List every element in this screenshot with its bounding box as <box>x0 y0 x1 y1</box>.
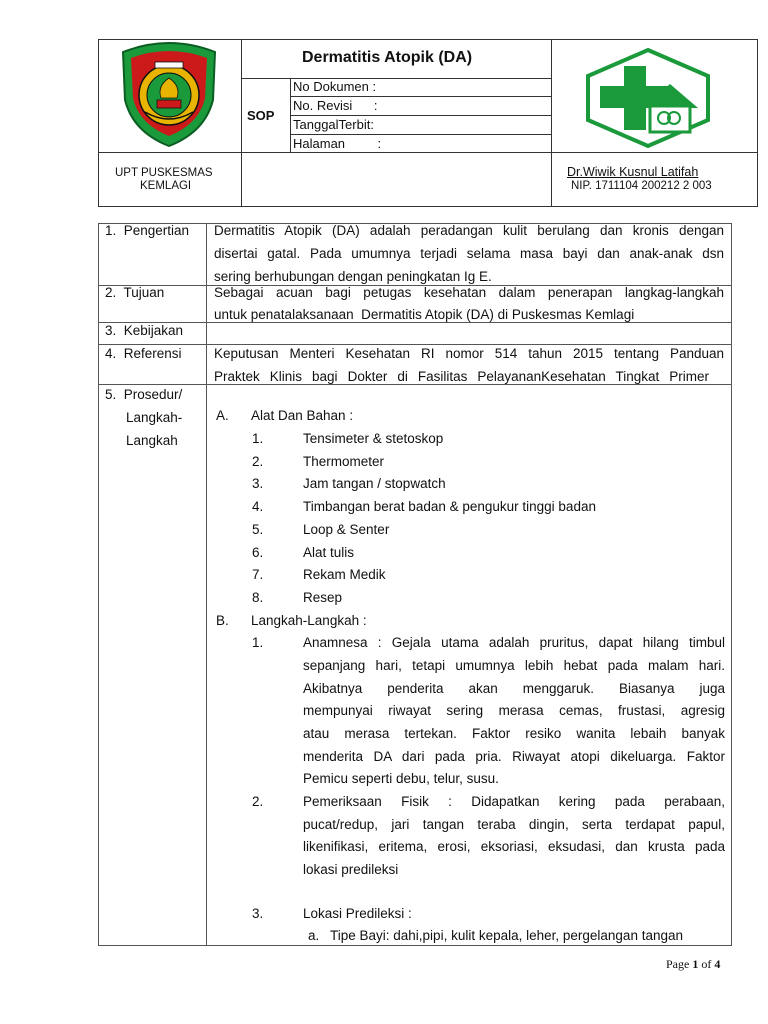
equipment-item-number: 8. <box>252 589 264 605</box>
row1-line1: Dermatitis Atopik (DA) adalah peradangan kulit berulang dan kronis dengan <box>214 223 724 238</box>
row-label-prosedur: 5. Prosedur/ <box>105 387 183 402</box>
step1-line5: atau merasa tertekan. Faktor resiko wanita lebaih banyak <box>303 726 725 741</box>
row2-line2: untuk penatalaksanaan Dermatitis Atopik (DA) di Puskesmas Kemlagi <box>214 307 635 322</box>
step3-sub-text: Tipe Bayi: dahi,pipi, kulit kepala, leher, pergelangan tangan <box>330 928 683 943</box>
equipment-item-number: 5. <box>252 521 264 537</box>
equipment-item-number: 1. <box>252 431 264 446</box>
equipment-item-number: 7. <box>252 567 264 583</box>
step1-line3: Akibatnya penderita akan menggaruk. Biasanya juga <box>303 681 725 696</box>
step2-line1: Pemeriksaan Fisik : Didapatkan kering pada perabaan, <box>303 794 725 809</box>
row-label-kebijakan: 3. Kebijakan <box>105 323 184 338</box>
row-label-pengertian: 1. Pengertian <box>105 223 190 238</box>
equipment-item-text: Jam tangan / stopwatch <box>303 476 446 492</box>
org-name-line2: KEMLAGI <box>140 180 192 192</box>
row-label-tujuan: 2. Tujuan <box>105 285 165 300</box>
equipment-item-text: Thermometer <box>303 453 385 469</box>
step2-number: 2. <box>252 794 264 809</box>
equipment-item-number: 6. <box>252 544 264 560</box>
step3-sub-marker: a. <box>308 928 320 943</box>
step3-number: 3. <box>252 906 264 921</box>
step1-line1: Anamnesa : Gejala utama adalah pruritus, dapat hilang timbul <box>303 635 725 650</box>
equipment-item-text: Tensimeter & stetoskop <box>303 431 444 446</box>
row4-line1: Keputusan Menteri Kesehatan RI nomor 514 tahun 2015 tentang Panduan <box>214 346 724 361</box>
row1-line2: disertai gatal. Pada umumnya terjadi selama masa bayi dan anak-anak dsn <box>214 246 724 261</box>
step2-line2: pucat/redup, jari tangan teraba dingin, serta terdapat papul, <box>303 817 725 832</box>
section-b-title: Langkah-Langkah : <box>251 613 367 628</box>
signatory-nip: NIP. 1711104 200212 2 003 <box>571 180 712 192</box>
equipment-item-number: 3. <box>252 476 264 492</box>
step1-number: 1. <box>252 635 264 650</box>
row1-line3: sering berhubungan dengan peningkatan Ig E. <box>214 269 492 284</box>
equipment-item-number: 2. <box>252 453 264 469</box>
page-indicator <box>666 957 720 972</box>
step2-line3: likenifikasi, eritema, erosi, eksoriasi, eksudasi, dan krusta pada <box>303 839 725 854</box>
row2-line1: Sebagai acuan bagi petugas kesehatan dalam penerapan langkag-langkah <box>214 285 724 300</box>
sop-label: SOP <box>247 108 275 123</box>
equipment-item-text: Resep <box>303 589 343 605</box>
equipment-item-text: Timbangan berat badan & pengukur tinggi badan <box>303 499 596 515</box>
equipment-item-text: Loop & Senter <box>303 521 390 537</box>
step1-line2: sepanjang hari, tetapi umumnya lebih hebat pada malam hari. <box>303 658 725 673</box>
step1-line4: mempunyai riwayat sering merasa cemas, frustasi, agresig <box>303 703 725 718</box>
step1-line7: Pemicu seperti debu, telur, susu. <box>303 771 499 786</box>
page-total: 4 <box>714 957 721 971</box>
doc-number-field: No Dokumen : <box>293 79 377 94</box>
section-a-title: Alat Dan Bahan : <box>251 408 354 423</box>
row-label-prosedur-2: Langkah- <box>126 410 183 425</box>
signatory-name: Dr.Wiwik Kusnul Latifah <box>567 165 699 179</box>
page-prefix: Page <box>666 957 693 971</box>
section-b-marker: B. <box>216 613 229 628</box>
page-title: Dermatitis Atopik (DA) <box>302 49 473 66</box>
regency-seal-icon <box>115 40 223 150</box>
step3-title: Lokasi Predileksi : <box>303 906 412 921</box>
org-name-line1: UPT PUSKESMAS <box>115 167 213 179</box>
page-current: 1 <box>692 957 699 971</box>
step2-line4: lokasi predileksi <box>303 862 399 877</box>
issue-date-field: TanggalTerbit: <box>293 117 374 132</box>
equipment-item-number: 4. <box>252 499 264 515</box>
puskesmas-logo-icon <box>584 48 712 148</box>
step1-line6: menderita DA dari pada pria. Riwayat atopi dikeluarga. Faktor <box>303 749 725 764</box>
row-label-prosedur-3: Langkah <box>126 433 178 448</box>
row4-line2: Praktek Klinis bagi Dokter di Fasilitas PelayananKesehatan Tingkat Primer <box>214 369 709 384</box>
page-of: of <box>698 957 715 971</box>
section-a-marker: A. <box>216 408 229 423</box>
revision-field: No. Revisi : <box>293 98 378 113</box>
row-label-referensi: 4. Referensi <box>105 346 182 361</box>
equipment-item-text: Rekam Medik <box>303 567 386 583</box>
equipment-item-text: Alat tulis <box>303 544 355 560</box>
page-field: Halaman : <box>293 136 382 151</box>
